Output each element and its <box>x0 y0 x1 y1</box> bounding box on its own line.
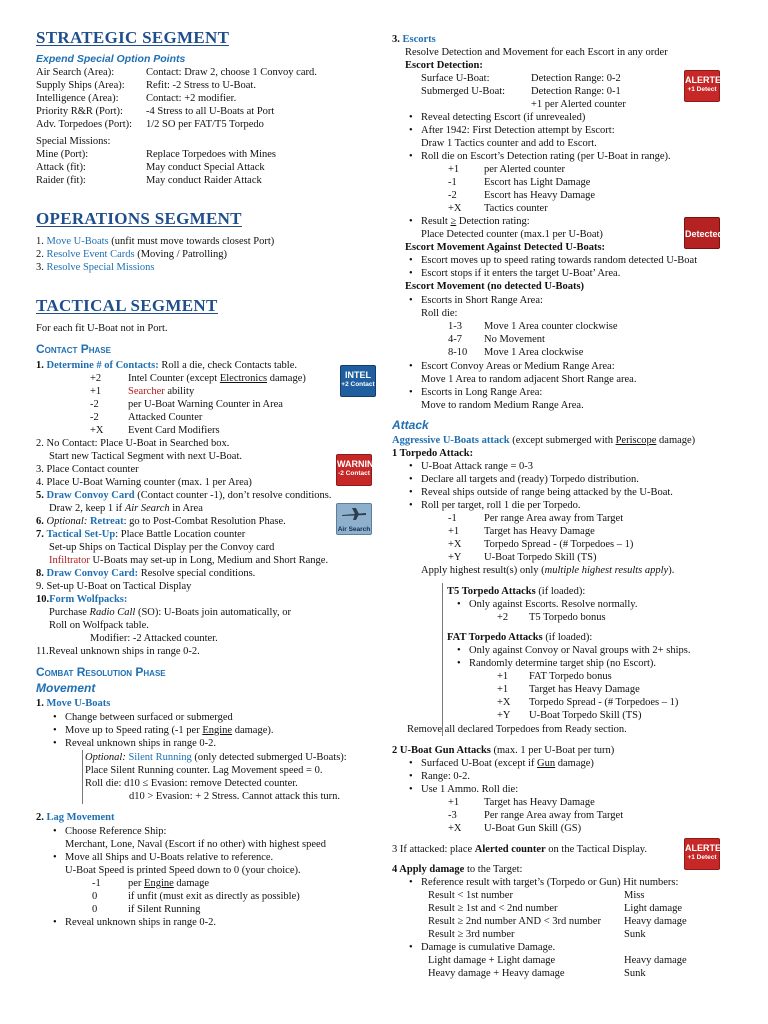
optional-rule-line: d10 > Evasion: + 2 Stress. Cannot attack this turn. <box>129 791 341 802</box>
operations-item <box>36 235 274 248</box>
step-heading: Tactical Set-Up <box>46 529 116 540</box>
modifier-red: Searcher <box>128 386 165 397</box>
operations-link: Resolve Special Missions <box>46 262 155 273</box>
escort-bullet-detail: Move to random Medium Range Area. <box>421 400 584 411</box>
badge-text: ALERTED <box>685 843 728 853</box>
step-number: 5. <box>36 490 44 501</box>
cumulative-outcome: Sunk <box>624 968 646 979</box>
modifier-text: Target has Heavy Damage <box>529 684 640 695</box>
badge-subtext: +2 Contact <box>341 381 375 388</box>
attack-bullet: • Declare all targets and (ready) Torpedo distribution. <box>421 473 639 486</box>
step-text: : go to Post-Combat Resolution Phase. <box>123 516 286 527</box>
optional-text: (only detected submerged U-Boats): <box>191 752 347 763</box>
contact-step-4: 4. Place U-Boat Warning counter (max. 1 per Area) <box>36 477 252 488</box>
item-text: (unfit must move towards closest Port) <box>108 236 275 247</box>
option-value: -4 Stress to all U-Boats at Port <box>146 106 275 117</box>
step-number: 1. <box>36 360 44 371</box>
contact-step-1 <box>36 359 297 372</box>
combat-resolution-heading: Combat Resolution Phase <box>36 665 166 679</box>
bullet-underlined: ≥ <box>450 216 457 227</box>
step-italic: Radio Call <box>89 607 136 618</box>
modifier-value: +X <box>448 203 462 214</box>
cumulative-condition: Light damage + Light damage <box>428 955 556 966</box>
result-outcome: Miss <box>624 890 645 901</box>
option-value: Contact: +2 modifier. <box>146 93 237 104</box>
escort-bullet-detail: Draw 1 Tactics counter and add to Escort. <box>421 138 597 149</box>
step-number: 6. <box>36 516 44 527</box>
movement-bullet: • Change between surfaced or submerged <box>65 711 233 724</box>
operations-item <box>36 261 154 274</box>
contact-step-10-detail <box>49 606 291 619</box>
modifier-text: per U-Boat Warning Counter in Area <box>128 399 283 410</box>
step-red: Infiltrator <box>49 555 90 566</box>
t5-heading <box>447 585 585 598</box>
escort-no-detection-heading: Escort Movement (no detected U-Boats) <box>405 281 585 292</box>
modifier-text: U-Boat Torpedo Skill (TS) <box>529 710 642 721</box>
step-heading: Aggressive U-Boats attack <box>392 435 510 446</box>
step-heading: Move U-Boats <box>46 698 111 709</box>
modifier-value: -2 <box>448 190 457 201</box>
expend-options-heading: Expend Special Option Points <box>36 53 186 65</box>
bullet-text: Result <box>421 216 451 227</box>
optional-label: Optional: <box>85 752 129 763</box>
mission-value: May conduct Special Attack <box>146 162 265 173</box>
modifier-text: Per range Area away from Target <box>484 513 624 524</box>
escort-bullet-detail: Move 1 Area to random adjacent Short Range area. <box>421 374 637 385</box>
step-text: Draw 2, keep 1 if <box>49 503 125 514</box>
roll-result: Move 1 Area counter clockwise <box>484 321 618 332</box>
result-condition: Result < 1st number <box>428 890 513 901</box>
result-condition: Result ≥ 3rd number <box>428 929 515 940</box>
apply-damage-step <box>392 863 522 876</box>
torpedo-note: (if loaded): <box>535 586 586 597</box>
item-number: 2. <box>36 249 44 260</box>
mission-value: Replace Torpedoes with Mines <box>146 149 276 160</box>
strategic-segment-title: STRATEGIC SEGMENT <box>36 28 230 47</box>
step-heading: Escorts <box>402 34 436 45</box>
roll-result: No Movement <box>484 334 545 345</box>
cumulative-condition: Heavy damage + Heavy damage <box>428 968 565 979</box>
step-number: 2. <box>36 812 44 823</box>
airplane-icon <box>339 506 369 522</box>
modifier-text <box>128 877 209 890</box>
mission-label: Attack (fit): <box>36 162 86 173</box>
modifier-text: Per range Area away from Target <box>484 810 624 821</box>
aggressive-attack-line <box>392 434 695 447</box>
contact-step-3: 3. Place Contact counter <box>36 464 139 475</box>
detection-modifier: +1 per Alerted counter <box>531 99 626 110</box>
modifier-text-part: ability <box>164 386 195 397</box>
attack-bullet: • U-Boat Attack range = 0-3 <box>421 460 533 473</box>
result-outcome: Sunk <box>624 929 646 940</box>
modifier-underlined: Engine <box>144 878 174 889</box>
step-heading: Retreat <box>89 516 124 527</box>
modifier-value: +1 <box>448 797 460 808</box>
alerted-counter-icon <box>684 838 728 870</box>
step-heading: Lag Movement <box>46 812 115 823</box>
option-label: Adv. Torpedoes (Port): <box>36 119 133 130</box>
modifier-value: +X <box>497 697 511 708</box>
torpedo-note: (if loaded): <box>542 632 593 643</box>
badge-subtext: -2 Contact <box>338 470 370 477</box>
modifier-value: +1 <box>448 164 460 175</box>
movement-heading: Movement <box>36 681 96 695</box>
modifier-value: +2 <box>90 373 102 384</box>
operations-segment-title: OPERATIONS SEGMENT <box>36 209 242 228</box>
option-value: 1/2 SO per FAT/T5 Torpedo <box>146 119 264 130</box>
option-value: Contact: Draw 2, choose 1 Convoy card. <box>146 67 317 78</box>
step-text: (max. 1 per U-Boat per turn) <box>490 745 615 756</box>
modifier-text: Escort has Light Damage <box>484 177 591 188</box>
if-attacked-step <box>392 843 647 856</box>
optional-rule-box <box>82 750 382 804</box>
modifier-value: +X <box>90 425 104 436</box>
escort-bullet-detail: Place Detected counter (max.1 per U-Boat) <box>421 229 603 240</box>
operations-item <box>36 248 227 261</box>
step-heading: Draw Convoy Card <box>46 490 135 501</box>
modifier-text: Torpedo Spread - (# Torpedoes – 1) <box>484 539 634 550</box>
escort-bullet: • Roll die on Escort’s Detection rating (per U-Boat in range). <box>421 150 671 163</box>
modifier-value: +X <box>448 539 462 550</box>
modifier-text-part: damage <box>173 878 210 889</box>
modifier-text: Event Card Modifiers <box>128 425 220 436</box>
t5-bullet: • Only against Escorts. Resolve normally. <box>469 598 637 611</box>
gun-bullet: • Use 1 Ammo. Roll die: <box>421 783 518 796</box>
modifier-value: +1 <box>448 526 460 537</box>
modifier-value: +X <box>448 823 462 834</box>
contact-step-10 <box>36 593 127 606</box>
modifier-text: U-Boat Torpedo Skill (TS) <box>484 552 597 563</box>
damage-bullet: • Damage is cumulative Damage. <box>421 941 555 954</box>
optional-rule-line <box>85 751 347 764</box>
modifier-value: +1 <box>497 684 509 695</box>
contact-step-7 <box>36 528 245 541</box>
apply-highest-note <box>421 564 674 577</box>
result-outcome: Light damage <box>624 903 683 914</box>
step-text: (Contact counter -1), don’t resolve conditions. <box>134 490 332 501</box>
operations-link: Move U-Boats <box>46 236 109 247</box>
tactical-segment-title: TACTICAL SEGMENT <box>36 296 218 315</box>
step-text: on the Tactical Display. <box>545 844 647 855</box>
badge-text: WARNING <box>337 459 381 469</box>
fat-bullet: • Only against Convoy or Naval groups with 2+ ships. <box>469 644 690 657</box>
step-heading: 4 Apply damage <box>392 864 465 875</box>
damage-bullet: • Reference result with target’s (Torpedo or Gun) Hit numbers: <box>421 876 678 889</box>
optional-rule-line: Place Silent Running counter. Lag Movement speed = 0. <box>85 765 323 776</box>
special-torpedo-box <box>442 583 722 736</box>
escorts-description: Resolve Detection and Movement for each Escort in any order <box>405 47 668 58</box>
step-text: damage) <box>656 435 696 446</box>
alerted-counter-icon <box>684 70 728 102</box>
step-text: (except submerged with <box>509 435 616 446</box>
option-label: Intelligence (Area): <box>36 93 119 104</box>
movement-bullet: • Move all Ships and U-Boats relative to reference. <box>65 851 273 864</box>
contact-step-8 <box>36 567 255 580</box>
bullet-text: damage) <box>555 758 594 769</box>
modifier-value: +Y <box>497 710 511 721</box>
badge-subtext: +1 Detect <box>687 854 717 861</box>
modifier-underlined: Electronics <box>219 373 268 384</box>
badge-text: INTEL <box>345 370 371 380</box>
roll-range: 4-7 <box>448 334 462 345</box>
mission-label: Mine (Port): <box>36 149 89 160</box>
badge-text: ALERTED <box>685 75 728 85</box>
remove-torpedoes-note: Remove all declared Torpedoes from Ready section. <box>407 724 627 735</box>
note-text: ). <box>668 565 675 576</box>
step-text: U-Boats may set-up in Long, Medium and Short Range. <box>89 555 329 566</box>
contact-step-9: 9. Set-up U-Boat on Tactical Display <box>36 581 192 592</box>
result-condition: Result ≥ 1st and < 2nd number <box>428 903 558 914</box>
movement-bullet-detail: U-Boat Speed is printed Speed down to 0 (your choice). <box>65 865 301 876</box>
movement-bullet: • Reveal unknown ships in range 0-2. <box>65 916 216 929</box>
torpedo-type: T5 Torpedo Attacks <box>447 586 536 597</box>
mission-label: Raider (fit): <box>36 175 86 186</box>
optional-rule-line: Roll die: d10 ≤ Evasion: remove Detected counter. <box>85 778 298 789</box>
item-number: 1. <box>36 236 44 247</box>
step-heading: Draw Convoy Card: <box>46 568 139 579</box>
result-outcome: Heavy damage <box>624 916 687 927</box>
step-number: 3. <box>392 34 400 45</box>
roll-range: 8-10 <box>448 347 468 358</box>
roll-range: 1-3 <box>448 321 462 332</box>
bullet-underlined: Engine <box>202 725 233 736</box>
modifier-text <box>128 372 306 385</box>
escorts-heading <box>392 33 436 46</box>
step-bold: Alerted counter <box>474 844 546 855</box>
option-label: Air Search (Area): <box>36 67 115 78</box>
step-text: (SO): U-Boats join automatically, or <box>135 607 291 618</box>
step-number: 1. <box>36 698 44 709</box>
modifier-value: 0 <box>92 904 98 915</box>
modifier-text: Attacked Counter <box>128 412 203 423</box>
intel-counter-icon <box>340 365 376 397</box>
movement-bullet <box>65 724 274 737</box>
modifier-text-part: damage) <box>267 373 306 384</box>
attack-heading: Attack <box>392 418 429 432</box>
step-text: Purchase <box>49 607 90 618</box>
badge-subtext: Air Search <box>337 526 371 533</box>
movement-bullet: • Choose Reference Ship: <box>65 825 166 838</box>
movement-step-2 <box>36 811 114 824</box>
warning-counter-icon <box>336 454 381 486</box>
modifier-value: -2 <box>90 412 99 423</box>
contact-step-7-detail: Set-up Ships on Tactical Display per the Convoy card <box>49 542 275 553</box>
modifier-value: +1 <box>497 671 509 682</box>
cumulative-outcome: Heavy damage <box>624 955 687 966</box>
badge-text: Detected <box>685 229 724 239</box>
modifier-value: -1 <box>448 177 457 188</box>
bullet-text: Surfaced U-Boat (except if <box>421 758 538 769</box>
step-text: Resolve special conditions. <box>138 568 256 579</box>
escort-bullet: • Reveal detecting Escort (if unrevealed) <box>421 111 585 124</box>
modifier-value: -3 <box>448 810 457 821</box>
contact-step-2: 2. No Contact: Place U-Boat in Searched box. <box>36 438 230 449</box>
modifier-text: T5 Torpedo bonus <box>529 612 606 623</box>
step-heading: 2 U-Boat Gun Attacks <box>392 745 491 756</box>
modifier-text: FAT Torpedo bonus <box>529 671 612 682</box>
contact-step-5-detail <box>49 502 203 515</box>
escort-bullet: • Escort moves up to speed rating towards random detected U-Boat <box>421 254 697 267</box>
optional-blue: Silent Running <box>128 752 192 763</box>
step-italic: Air Search <box>124 503 170 514</box>
bullet-text: damage). <box>232 725 274 736</box>
modifier-text: Target has Heavy Damage <box>484 797 595 808</box>
bullet-text: Move up to Speed rating (-1 per <box>65 725 203 736</box>
tactical-intro: For each fit U-Boat not in Port. <box>36 323 168 334</box>
step-number: 7. <box>36 529 44 540</box>
contact-step-11: 11.Reveal unknown ships in range 0-2. <box>36 646 200 657</box>
modifier-value: +Y <box>448 552 462 563</box>
escort-bullet: • Escort Convoy Areas or Medium Range Area: <box>421 360 615 373</box>
detection-range: Detection Range: 0-2 <box>531 73 621 84</box>
contact-step-5 <box>36 489 332 502</box>
contact-step-10-modifier: Modifier: -2 Attacked counter. <box>90 633 218 644</box>
contact-step-2-detail: Start new Tactical Segment with next U-Boat. <box>49 451 242 462</box>
modifier-text: Torpedo Spread - (# Torpedoes – 1) <box>529 697 679 708</box>
attack-bullet: • Roll per target, roll 1 die per Torpedo. <box>421 499 581 512</box>
movement-step-1 <box>36 697 110 710</box>
modifier-value: +2 <box>497 612 509 623</box>
modifier-text: per Alerted counter <box>484 164 566 175</box>
result-condition: Result ≥ 2nd number AND < 3rd number <box>428 916 601 927</box>
modifier-value: +1 <box>90 386 102 397</box>
escort-movement-heading: Escort Movement Against Detected U-Boats: <box>405 242 606 253</box>
contact-step-7-infiltrator <box>49 554 328 567</box>
detected-counter-icon <box>684 217 724 249</box>
gun-attack-heading <box>392 744 614 757</box>
movement-bullet: • Reveal unknown ships in range 0-2. <box>65 737 216 750</box>
item-text: (Moving / Patrolling) <box>134 249 228 260</box>
option-label: Supply Ships (Area): <box>36 80 125 91</box>
escort-bullet <box>421 215 530 228</box>
modifier-text <box>128 385 194 398</box>
detection-label: Submerged U-Boat: <box>421 86 506 97</box>
gun-bullet <box>421 757 594 770</box>
option-value: Refit: -2 Stress to U-Boat. <box>146 80 256 91</box>
fat-heading <box>447 631 592 644</box>
fat-bullet: • Randomly determine target ship (no Escort). <box>469 657 656 670</box>
modifier-value: -1 <box>448 513 457 524</box>
escort-bullet-detail: Roll die: <box>421 308 458 319</box>
modifier-value: -1 <box>92 878 101 889</box>
movement-bullet-detail: Merchant, Lone, Naval (Escort if no other) with highest speed <box>65 839 326 850</box>
step-number: 8. <box>36 568 44 579</box>
modifier-text: if Silent Running <box>128 904 201 915</box>
badge-subtext: +1 Detect <box>687 86 717 93</box>
note-text: Apply highest result(s) only ( <box>421 565 545 576</box>
detection-range: Detection Range: 0-1 <box>531 86 621 97</box>
bullet-text: Detection rating: <box>456 216 530 227</box>
escort-bullet: • Escorts in Short Range Area: <box>421 294 543 307</box>
torpedo-attack-heading: 1 Torpedo Attack: <box>392 448 474 459</box>
bullet-underlined: Gun <box>537 758 556 769</box>
modifier-text: Escort has Heavy Damage <box>484 190 596 201</box>
modifier-text: if unfit (must exit as directly as possible) <box>128 891 300 902</box>
air-search-counter-icon <box>336 503 372 535</box>
detection-label: Surface U-Boat: <box>421 73 490 84</box>
step-heading: Form Wolfpacks: <box>49 594 128 605</box>
mission-value: May conduct Raider Attack <box>146 175 262 186</box>
step-text: 3 If attacked: place <box>392 844 475 855</box>
torpedo-type: FAT Torpedo Attacks <box>447 632 543 643</box>
escort-bullet: • Escort stops if it enters the target U-Boat’ Area. <box>421 267 620 280</box>
step-text: in Area <box>169 503 203 514</box>
escort-bullet: • Escorts in Long Range Area: <box>421 386 542 399</box>
step-underlined: Periscope <box>615 435 657 446</box>
modifier-value: -2 <box>90 399 99 410</box>
contact-step-10-table: Roll on Wolfpack table. <box>49 620 149 631</box>
contact-phase-heading: Contact Phase <box>36 342 111 356</box>
step-heading: Determine # of Contacts: <box>46 360 159 371</box>
attack-bullet: • Reveal ships outside of range being attacked by the U-Boat. <box>421 486 673 499</box>
option-label: Priority R&R (Port): <box>36 106 123 117</box>
modifier-text-part: per <box>128 878 145 889</box>
operations-link: Resolve Event Cards <box>46 249 135 260</box>
special-missions-heading: Special Missions: <box>36 136 111 147</box>
step-number: 10. <box>36 594 50 605</box>
modifier-text: U-Boat Gun Skill (GS) <box>484 823 582 834</box>
item-number: 3. <box>36 262 44 273</box>
modifier-value: 0 <box>92 891 98 902</box>
step-text: to the Target: <box>464 864 523 875</box>
step-text: Roll a die, check Contacts table. <box>158 360 297 371</box>
step-italic: Optional: <box>46 516 90 527</box>
escort-detection-heading: Escort Detection: <box>405 60 483 71</box>
contact-step-6 <box>36 515 286 528</box>
step-text: : Place Battle Location counter <box>115 529 246 540</box>
modifier-text: Target has Heavy Damage <box>484 526 595 537</box>
gun-bullet: • Range: 0-2. <box>421 770 470 783</box>
roll-result: Move 1 Area clockwise <box>484 347 584 358</box>
escort-bullet: • After 1942: First Detection attempt by Escort: <box>421 124 615 137</box>
modifier-text-part: Intel Counter (except <box>128 373 220 384</box>
modifier-text: Tactics counter <box>484 203 548 214</box>
note-italic: multiple highest results apply <box>544 565 669 576</box>
